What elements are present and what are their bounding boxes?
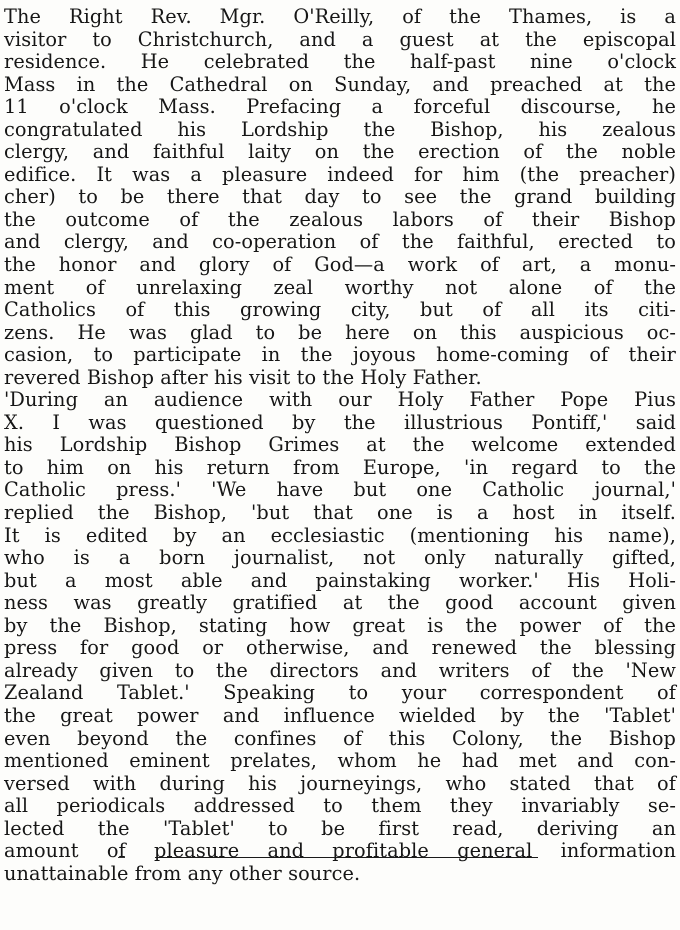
article-line: his Lordship Bishop Grimes at the welcome extended — [4, 433, 676, 457]
article-line: the honor and glory of God—a work of art, a monu- — [4, 253, 676, 277]
article-line: Mass in the Cathedral on Sunday, and preached at the — [4, 72, 676, 96]
article-line: even beyond the confines of this Colony, the Bishop — [4, 726, 676, 750]
article-line: to him on his return from Europe, 'in regard to the — [4, 455, 676, 479]
section-divider-rule — [155, 857, 538, 858]
article-line: zens. He was glad to be here on this auspicious oc- — [4, 320, 676, 344]
article-line: X. I was questioned by the illustrious Pontiff,' said — [4, 410, 676, 434]
article-text — [4, 6, 676, 885]
article-line: the great power and influence wielded by the 'Tablet' — [4, 703, 676, 727]
article-line: lected the 'Tablet' to be first read, deriving an — [4, 816, 676, 840]
article-line: casion, to participate in the joyous home-coming of their — [4, 343, 676, 367]
article-line: visitor to Christchurch, and a guest at the episcopal — [4, 27, 676, 51]
article-line: Catholics of this growing city, but of all its citi- — [4, 298, 676, 322]
article-line: mentioned eminent prelates, whom he had met and con- — [4, 749, 676, 773]
article-line: Zealand Tablet.' Speaking to your correspondent of — [4, 681, 676, 705]
article-line: It is edited by an ecclesiastic (mentioning his name), — [4, 523, 676, 547]
article-line: who is a born journalist, not only naturally gifted, — [4, 546, 676, 570]
article-line: 11 o'clock Mass. Prefacing a forceful discourse, he — [4, 95, 676, 119]
article-line: replied the Bishop, 'but that one is a host in itself. — [4, 501, 676, 525]
article-line: The Right Rev. Mgr. O'Reilly, of the Thames, is a — [4, 5, 676, 28]
article-line: amount of pleasure and profitable general information — [4, 839, 676, 863]
article-line: press for good or otherwise, and renewed the blessing — [4, 636, 676, 660]
article-line: Catholic press.' 'We have but one Catholic journal,' — [4, 478, 676, 502]
article-line: already given to the directors and writers of the 'New — [4, 658, 676, 682]
article-line: congratulated his Lordship the Bishop, his zealous — [4, 117, 676, 141]
article-line: the outcome of the zealous labors of their Bishop — [4, 207, 676, 231]
article-line: revered Bishop after his visit to the Holy Father. — [4, 365, 482, 389]
article-line: 'During an audience with our Holy Father Pope Pius — [4, 388, 676, 412]
article-line: cher) to be there that day to see the grand building — [4, 185, 676, 209]
article-line: by the Bishop, stating how great is the power of the — [4, 613, 676, 637]
article-line: unattainable from any other source. — [4, 861, 361, 885]
article-line: versed with during his journeyings, who stated that of — [4, 771, 676, 795]
article-line: ment of unrelaxing zeal worthy not alone of the — [4, 275, 676, 299]
article-line: but a most able and painstaking worker.' His Holi- — [4, 568, 676, 592]
article-line: ness was greatly gratified at the good account given — [4, 591, 676, 615]
article-line: and clergy, and co-operation of the faithful, erected to — [4, 230, 676, 254]
article-line: clergy, and faithful laity on the erection of the noble — [4, 140, 676, 164]
article-line: edifice. It was a pleasure indeed for him (the preacher) — [4, 162, 676, 186]
stray-mark — [118, 857, 125, 858]
article-line: residence. He celebrated the half-past nine o'clock — [4, 50, 676, 74]
article-line: all periodicals addressed to them they invariably se- — [4, 794, 676, 818]
